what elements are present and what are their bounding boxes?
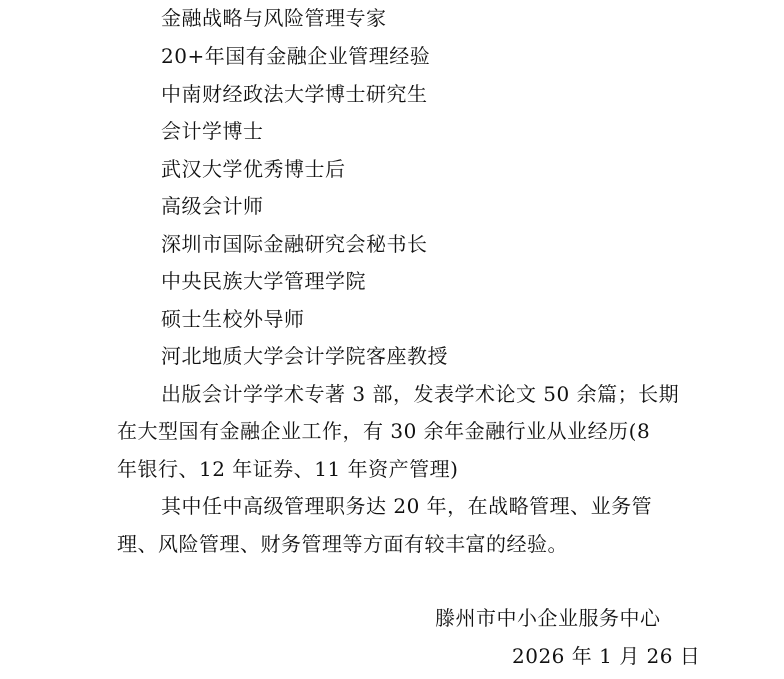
credential-line: 武汉大学优秀博士后	[161, 157, 346, 181]
credential-line: 20+年国有金融企业管理经验	[161, 44, 431, 68]
paragraph-line: 其中任中高级管理职务达 20 年，在战略管理、业务管	[161, 494, 653, 518]
paragraph-line: 在大型国有金融企业工作，有 30 余年金融行业从业经历(8	[117, 419, 651, 443]
credential-line: 中南财经政法大学博士研究生	[161, 82, 428, 106]
credential-line: 中央民族大学管理学院	[161, 269, 366, 293]
credential-line: 深圳市国际金融研究会秘书长	[161, 232, 428, 256]
credential-line: 金融战略与风险管理专家	[161, 6, 387, 30]
paragraph-line: 年银行、12 年证券、11 年资产管理)	[117, 457, 459, 481]
credential-line: 会计学博士	[161, 119, 264, 143]
paragraph-line: 理、风险管理、财务管理等方面有较丰富的经验。	[117, 532, 568, 556]
signature-date: 2026 年 1 月 26 日	[512, 644, 701, 668]
paragraph-line: 出版会计学学术专著 3 部，发表学术论文 50 余篇；长期	[161, 382, 680, 406]
signature-organization: 滕州市中小企业服务中心	[435, 606, 661, 630]
credential-line: 硕士生校外导师	[161, 307, 305, 331]
credential-line: 河北地质大学会计学院客座教授	[161, 344, 448, 368]
credential-line: 高级会计师	[161, 194, 264, 218]
